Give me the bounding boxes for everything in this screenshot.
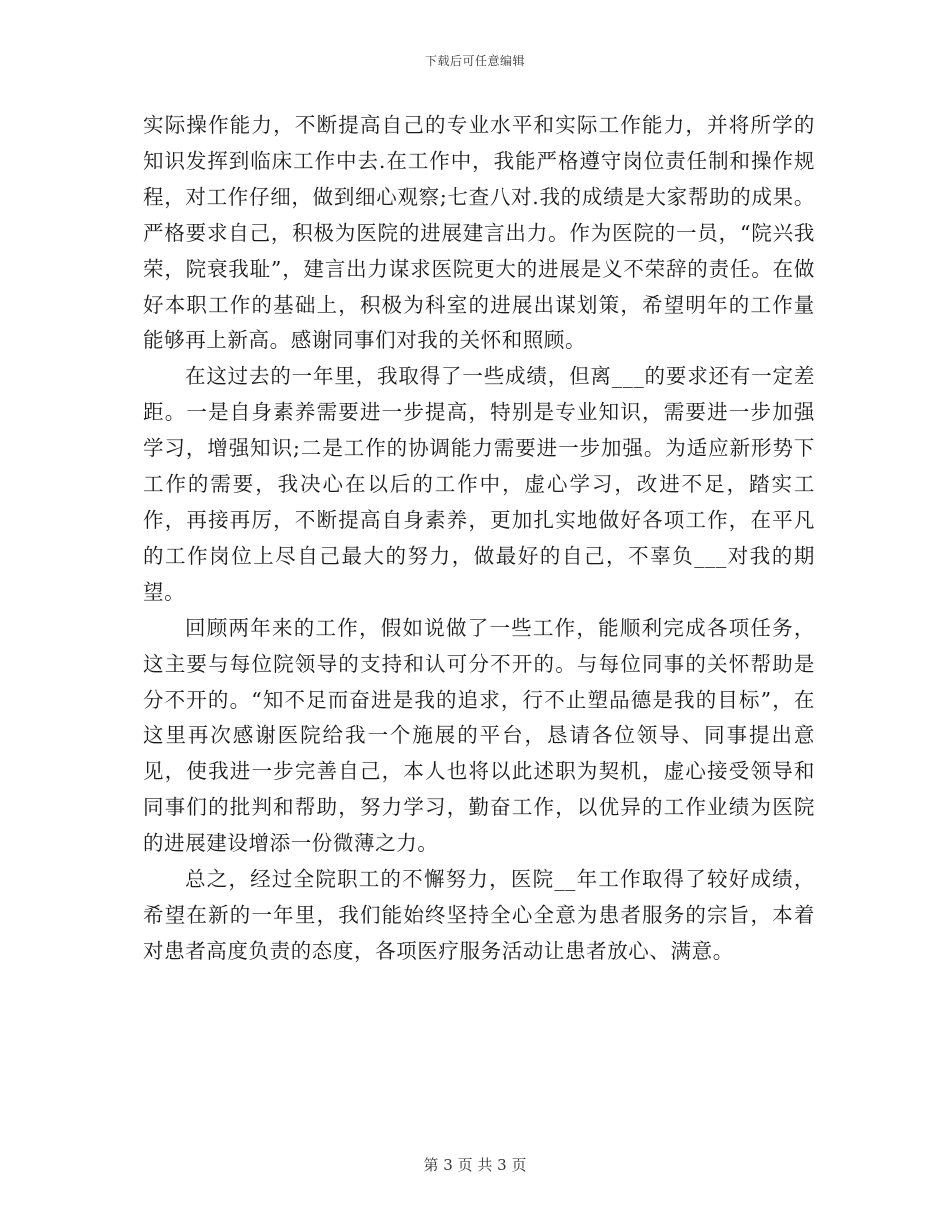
document-body	[143, 108, 815, 970]
paragraph-review: 回顾两年来的工作，假如说做了一些工作，能顺利完成各项任务，这主要与每位院领导的支持和认可分不开的。与每位同事的关怀帮助是分不开的。“知不足而奋进是我的追求，行不止塑品德是我的目标”，在这里再次感谢医院给我一个施展的平台，恳请各位领导、同事提出意见，使我进一步完善自己，本人也将以此述职为契机，虚心接受领导和同事们的批判和帮助，努力学习，勤奋工作，以优异的工作业绩为医院的进展建设增添一份微薄之力。	[143, 615, 815, 856]
paragraph-shortcomings: 在这过去的一年里，我取得了一些成绩，但离___的要求还有一定差距。一是自身素养需要进一步提高，特别是专业知识，需要进一步加强学习，增强知识;二是工作的协调能力需要进一步加强。为适应新形势下工作的需要，我决心在以后的工作中，虚心学习，改进不足，踏实工作，再接再厉，不断提高自身素养，更加扎实地做好各项工作，在平凡的工作岗位上尽自己最大的努力，做最好的自己，不辜负___对我的期望。	[143, 364, 815, 604]
page-header-note: 下载后可任意编辑	[424, 54, 525, 68]
paragraph-conclusion: 总之，经过全院职工的不懈努力，医院__年工作取得了较好成绩，希望在新的一年里，我们能始终坚持全心全意为患者服务的宗旨，本着对患者高度负责的态度，各项医疗服务活动让患者放心、满意。	[143, 867, 815, 963]
page-number: 第 3 页 共 3 页	[423, 1156, 527, 1174]
paragraph-continuation: 实际操作能力，不断提高自己的专业水平和实际工作能力，并将所学的知识发挥到临床工作中去.在工作中，我能严格遵守岗位责任制和操作规程，对工作仔细，做到细心观察;七查八对.我的成绩是大家帮助的成果。严格要求自己，积极为医院的进展建言出力。作为医院的一员，“院兴我荣，院衰我耻”，建言出力谋求医院更大的进展是义不荣辞的责任。在做好本职工作的基础上，积极为科室的进展出谋划策，希望明年的工作量能够再上新高。感谢同事们对我的关怀和照顾。	[143, 113, 815, 353]
